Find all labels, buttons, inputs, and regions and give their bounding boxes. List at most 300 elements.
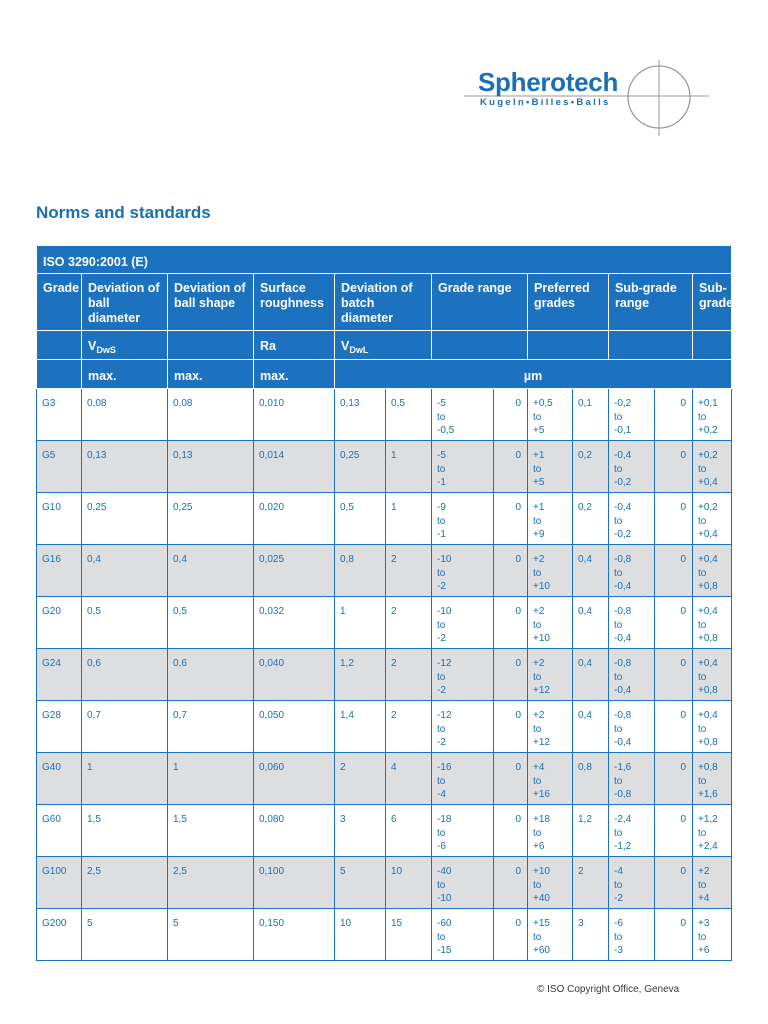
cell-subgrades [693, 909, 732, 961]
cell-preferred-grades-line: +5 [533, 477, 545, 488]
cell-dev-batch-diameter: 3 [335, 805, 386, 857]
cell-subgrade-value: 0,2 [573, 441, 609, 493]
cell-subgrade-range-line: -6 [614, 918, 623, 929]
cell-dev-ball-shape: 0,7 [168, 701, 254, 753]
cell-subgrade-range-line: -0,8 [614, 606, 632, 617]
cell-grade-range-line: to [437, 619, 446, 631]
cell-grade-range-line: to [437, 827, 446, 839]
cell-dev-ball-diameter: 1 [82, 753, 168, 805]
cell-subgrade-range [609, 649, 655, 701]
cell-subgrade-zero: 0 [655, 909, 693, 961]
cell-preferred-grades-line: to [533, 723, 542, 735]
cell-preferred-grades-line: +16 [533, 789, 550, 800]
cell-grade-range-line: to [437, 879, 446, 891]
cell-subgrades-line: to [698, 827, 707, 839]
cell-preferred-grades-line: +10 [533, 581, 550, 592]
cell-batch-grade-value: 2 [386, 545, 432, 597]
table-row [37, 597, 732, 649]
table-row [37, 805, 732, 857]
cell-grade-range-line: -4 [437, 789, 446, 800]
unit-max-1: max. [82, 360, 168, 389]
cell-subgrades [693, 701, 732, 753]
cell-grade: G40 [37, 753, 82, 805]
cell-subgrade-range-line: -0,4 [614, 450, 632, 461]
symbol-vdws-sub: DwS [96, 345, 116, 355]
cell-preferred-grades-line: +1 [533, 502, 545, 513]
header-symbols-row [37, 331, 732, 360]
cell-preferred-grades-line: to [533, 515, 542, 527]
cell-subgrades-line: to [698, 411, 707, 423]
cell-dev-ball-diameter: 0,5 [82, 597, 168, 649]
iso-grade-table [36, 245, 740, 961]
cell-dev-ball-shape: 2,5 [168, 857, 254, 909]
cell-dev-batch-diameter: 0,13 [335, 389, 386, 441]
cell-preferred-grades-line: +2 [533, 606, 545, 617]
cell-grade: G28 [37, 701, 82, 753]
cell-preferred-grades-line: +18 [533, 814, 550, 825]
copyright-notice: © ISO Copyright Office, Geneva [537, 984, 680, 995]
cell-surface-roughness: 0,050 [254, 701, 335, 753]
cell-subgrade-range-line: to [614, 515, 623, 527]
header-preferred-grades: Preferred grades [528, 274, 609, 331]
cell-subgrade-range-line: -2 [614, 893, 623, 904]
cell-subgrade-zero: 0 [655, 649, 693, 701]
cell-preferred-zero: 0 [494, 389, 528, 441]
cell-subgrade-value: 0,4 [573, 649, 609, 701]
cell-dev-batch-diameter: 1,4 [335, 701, 386, 753]
cell-subgrades-line: to [698, 515, 707, 527]
cell-grade-range-line: -5 [437, 398, 446, 409]
cell-grade-range [432, 545, 494, 597]
cell-grade-range-line: -2 [437, 633, 446, 644]
cell-subgrade-range [609, 389, 655, 441]
cell-batch-grade-value: 6 [386, 805, 432, 857]
cell-dev-ball-shape: 5 [168, 909, 254, 961]
cell-subgrades [693, 805, 732, 857]
cell-preferred-grades [528, 389, 573, 441]
standard-title: ISO 3290:2001 (E) [37, 246, 732, 274]
cell-subgrade-zero: 0 [655, 441, 693, 493]
unit-max-2: max. [168, 360, 254, 389]
cell-subgrade-range-line: to [614, 671, 623, 683]
cell-subgrade-range-line: to [614, 619, 623, 631]
cell-subgrades-line: to [698, 775, 707, 787]
cell-subgrade-range-line: -1,2 [614, 841, 632, 852]
header-grade-range: Grade range [432, 274, 528, 331]
cell-grade: G5 [37, 441, 82, 493]
cell-dev-batch-diameter: 5 [335, 857, 386, 909]
logo-name: Spherotech [478, 67, 619, 97]
cell-subgrade-range-line: -0,2 [614, 477, 632, 488]
cell-dev-batch-diameter: 1,2 [335, 649, 386, 701]
cell-preferred-grades-line: to [533, 619, 542, 631]
cell-subgrades [693, 857, 732, 909]
cell-preferred-grades-line: +2 [533, 710, 545, 721]
cell-subgrades-line: to [698, 931, 707, 943]
cell-grade-range [432, 753, 494, 805]
cell-preferred-zero: 0 [494, 597, 528, 649]
cell-subgrade-zero: 0 [655, 493, 693, 545]
cell-preferred-grades-line: +4 [533, 762, 545, 773]
cell-subgrade-value: 0,2 [573, 493, 609, 545]
cell-grade-range-line: to [437, 931, 446, 943]
cell-preferred-grades [528, 649, 573, 701]
symbol-vdwl-sub: DwL [349, 345, 369, 355]
cell-subgrades-line: to [698, 879, 707, 891]
cell-preferred-grades-line: to [533, 931, 542, 943]
cell-surface-roughness: 0,020 [254, 493, 335, 545]
cell-dev-batch-diameter: 1 [335, 597, 386, 649]
cell-subgrade-value: 0,4 [573, 701, 609, 753]
unit-max-3: max. [254, 360, 335, 389]
cell-dev-ball-shape: 0,6 [168, 649, 254, 701]
cell-subgrade-zero: 0 [655, 701, 693, 753]
cell-dev-ball-shape: 0,13 [168, 441, 254, 493]
cell-preferred-grades-line: to [533, 879, 542, 891]
cell-subgrades-line: +0,8 [698, 762, 718, 773]
cell-grade-range-line: -18 [437, 814, 452, 825]
cell-preferred-grades-line: to [533, 827, 542, 839]
header-surface-roughness: Surface roughness [254, 274, 335, 331]
cell-surface-roughness: 0,100 [254, 857, 335, 909]
cell-surface-roughness: 0,080 [254, 805, 335, 857]
cell-subgrade-range-line: -0,4 [614, 502, 632, 513]
cell-dev-ball-shape: 0,08 [168, 389, 254, 441]
cell-preferred-zero: 0 [494, 545, 528, 597]
header-units-row [37, 360, 732, 389]
cell-surface-roughness: 0,060 [254, 753, 335, 805]
cell-grade-range-line: -0,5 [437, 425, 455, 436]
cell-grade: G16 [37, 545, 82, 597]
cell-subgrades-line: +0,4 [698, 529, 718, 540]
cell-subgrade-range-line: -0,2 [614, 398, 632, 409]
table-row [37, 701, 732, 753]
cell-grade: G3 [37, 389, 82, 441]
cell-subgrades-line: to [698, 671, 707, 683]
header-columns-row [37, 274, 732, 331]
cell-grade-range-line: to [437, 775, 446, 787]
cell-dev-ball-diameter: 0,7 [82, 701, 168, 753]
cell-subgrade-range-line: -0,4 [614, 685, 632, 696]
cell-preferred-grades-line: +40 [533, 893, 550, 904]
cell-grade-range-line: -10 [437, 554, 452, 565]
cell-grade-range-line: -1 [437, 477, 446, 488]
cell-grade: G24 [37, 649, 82, 701]
cell-subgrade-value: 0,1 [573, 389, 609, 441]
cell-subgrade-range [609, 441, 655, 493]
cell-subgrades-line: +6 [698, 945, 710, 956]
cell-surface-roughness: 0,032 [254, 597, 335, 649]
cell-dev-batch-diameter: 0,8 [335, 545, 386, 597]
table-row [37, 389, 732, 441]
cell-preferred-grades [528, 441, 573, 493]
cell-batch-grade-value: 0,5 [386, 389, 432, 441]
table-row [37, 493, 732, 545]
cell-grade-range-line: -6 [437, 841, 446, 852]
cell-dev-batch-diameter: 0,25 [335, 441, 386, 493]
cell-grade-range [432, 493, 494, 545]
cell-subgrade-range-line: -0,8 [614, 658, 632, 669]
cell-preferred-grades [528, 805, 573, 857]
cell-subgrades-line: to [698, 567, 707, 579]
cell-batch-grade-value: 1 [386, 441, 432, 493]
cell-subgrades-line: +0,4 [698, 710, 718, 721]
cell-subgrade-range-line: -2,4 [614, 814, 632, 825]
cell-batch-grade-value: 2 [386, 597, 432, 649]
cell-subgrade-range-line: to [614, 723, 623, 735]
cell-dev-ball-diameter: 0,08 [82, 389, 168, 441]
cell-grade-range [432, 649, 494, 701]
cell-subgrade-zero: 0 [655, 805, 693, 857]
cell-grade-range-line: -5 [437, 450, 446, 461]
cell-subgrades-line: +0,4 [698, 606, 718, 617]
table-row [37, 857, 732, 909]
header-dev-batch-diameter: Deviation of batch diameter [335, 274, 432, 331]
cell-subgrade-value: 0,4 [573, 545, 609, 597]
cell-preferred-zero: 0 [494, 701, 528, 753]
cell-grade-range-line: to [437, 515, 446, 527]
cell-preferred-grades-line: to [533, 463, 542, 475]
cell-preferred-grades [528, 701, 573, 753]
cell-preferred-grades-line: to [533, 567, 542, 579]
cell-grade-range-line: to [437, 463, 446, 475]
cell-grade-range [432, 909, 494, 961]
cell-subgrade-range-line: -1,6 [614, 762, 632, 773]
cell-subgrade-range-line: to [614, 827, 623, 839]
cell-surface-roughness: 0,025 [254, 545, 335, 597]
cell-grade-range [432, 805, 494, 857]
logo-tagline: Kugeln•Billes•Balls [480, 97, 611, 108]
cell-subgrade-range-line: -0,4 [614, 581, 632, 592]
header-dev-ball-diameter: Deviation of ball diameter [82, 274, 168, 331]
cell-grade-range-line: -12 [437, 710, 452, 721]
cell-subgrade-range [609, 493, 655, 545]
cell-subgrade-range-line: to [614, 567, 623, 579]
cell-subgrade-range-line: -0,1 [614, 425, 632, 436]
cell-subgrades [693, 649, 732, 701]
cell-preferred-grades-line: +2 [533, 554, 545, 565]
cell-preferred-grades [528, 857, 573, 909]
cell-subgrade-value: 1,2 [573, 805, 609, 857]
cell-grade-range-line: to [437, 567, 446, 579]
cell-batch-grade-value: 4 [386, 753, 432, 805]
cell-grade-range-line: -1 [437, 529, 446, 540]
cell-subgrade-value: 3 [573, 909, 609, 961]
cell-subgrade-value: 0,4 [573, 597, 609, 649]
cell-preferred-grades [528, 493, 573, 545]
cell-grade-range-line: -60 [437, 918, 452, 929]
cell-preferred-grades-line: +10 [533, 633, 550, 644]
cell-preferred-grades-line: +2 [533, 658, 545, 669]
cell-subgrades-line: +3 [698, 918, 710, 929]
cell-subgrades [693, 493, 732, 545]
cell-grade-range [432, 441, 494, 493]
symbol-ra: Ra [254, 331, 335, 360]
cell-subgrades-line: +0,4 [698, 658, 718, 669]
cell-dev-ball-diameter: 2,5 [82, 857, 168, 909]
cell-subgrade-range-line: -0,4 [614, 737, 632, 748]
cell-subgrade-range [609, 753, 655, 805]
cell-grade: G10 [37, 493, 82, 545]
cell-subgrades-line: +1,2 [698, 814, 718, 825]
cell-preferred-grades [528, 545, 573, 597]
table-row [37, 545, 732, 597]
cell-preferred-grades-line: +60 [533, 945, 550, 956]
cell-preferred-grades-line: +6 [533, 841, 545, 852]
cell-subgrades-line: to [698, 619, 707, 631]
cell-subgrades-line: +0,1 [698, 398, 718, 409]
cell-subgrades-line: +0,8 [698, 633, 718, 644]
cell-grade-range [432, 701, 494, 753]
cell-subgrade-range-line: to [614, 463, 623, 475]
table-row [37, 753, 732, 805]
cell-subgrades [693, 597, 732, 649]
cell-subgrades [693, 545, 732, 597]
cell-subgrade-range [609, 857, 655, 909]
cell-grade-range [432, 389, 494, 441]
cell-dev-batch-diameter: 10 [335, 909, 386, 961]
cell-preferred-grades-line: to [533, 411, 542, 423]
cell-preferred-zero: 0 [494, 805, 528, 857]
cell-grade-range-line: -15 [437, 945, 452, 956]
cell-batch-grade-value: 15 [386, 909, 432, 961]
cell-subgrade-range [609, 597, 655, 649]
cell-surface-roughness: 0,150 [254, 909, 335, 961]
cell-subgrade-zero: 0 [655, 597, 693, 649]
cell-dev-ball-diameter: 1,5 [82, 805, 168, 857]
cell-preferred-grades-line: +10 [533, 866, 550, 877]
cell-subgrade-range [609, 909, 655, 961]
cell-subgrade-range-line: to [614, 879, 623, 891]
cell-preferred-grades-line: +9 [533, 529, 545, 540]
cell-preferred-grades-line: +0,5 [533, 398, 553, 409]
cell-dev-ball-diameter: 5 [82, 909, 168, 961]
cell-preferred-zero: 0 [494, 753, 528, 805]
cell-grade-range-line: -2 [437, 737, 446, 748]
cell-subgrade-range-line: -4 [614, 866, 623, 877]
cell-subgrade-range-line: to [614, 411, 623, 423]
cell-preferred-grades-line: +1 [533, 450, 545, 461]
cell-subgrades-line: +0,2 [698, 502, 718, 513]
cell-subgrade-range-line: to [614, 775, 623, 787]
cell-subgrade-value: 2 [573, 857, 609, 909]
cell-subgrades-line: +0,2 [698, 425, 718, 436]
page-title: Norms and standards [36, 203, 211, 222]
cell-grade: G100 [37, 857, 82, 909]
cell-preferred-zero: 0 [494, 441, 528, 493]
table-row [37, 441, 732, 493]
cell-grade: G200 [37, 909, 82, 961]
cell-subgrade-range-line: -0,8 [614, 710, 632, 721]
spherotech-logo [464, 60, 714, 140]
cell-subgrades-line: +0,4 [698, 477, 718, 488]
header-dev-ball-shape: Deviation of ball shape [168, 274, 254, 331]
cell-subgrades-line: +0,4 [698, 554, 718, 565]
cell-grade: G20 [37, 597, 82, 649]
cell-subgrade-range [609, 805, 655, 857]
cell-subgrade-zero: 0 [655, 857, 693, 909]
cell-grade-range [432, 597, 494, 649]
cell-subgrades [693, 753, 732, 805]
table-row [37, 909, 732, 961]
cell-dev-ball-shape: 0,4 [168, 545, 254, 597]
cell-grade-range-line: to [437, 723, 446, 735]
table-row [37, 649, 732, 701]
cell-subgrades-line: +2,4 [698, 841, 718, 852]
cell-subgrades-line: +0,2 [698, 450, 718, 461]
cell-subgrade-range-line: -0,8 [614, 554, 632, 565]
cell-dev-ball-diameter: 0,25 [82, 493, 168, 545]
cell-preferred-zero: 0 [494, 909, 528, 961]
header-subgrade-range: Sub-grade range [609, 274, 693, 331]
header-subgrades: Sub-grades [693, 274, 732, 331]
cell-dev-ball-diameter: 0,6 [82, 649, 168, 701]
cell-grade-range-line: -2 [437, 685, 446, 696]
cell-subgrades [693, 441, 732, 493]
cell-grade-range-line: -12 [437, 658, 452, 669]
header-standard-row [37, 246, 732, 274]
cell-grade-range-line: to [437, 671, 446, 683]
cell-preferred-grades [528, 753, 573, 805]
cell-subgrade-range-line: -0,2 [614, 529, 632, 540]
cell-subgrade-range [609, 545, 655, 597]
cell-batch-grade-value: 1 [386, 493, 432, 545]
cell-subgrade-range-line: to [614, 931, 623, 943]
cell-preferred-grades-line: to [533, 775, 542, 787]
cell-subgrades-line: +0,8 [698, 685, 718, 696]
cell-batch-grade-value: 10 [386, 857, 432, 909]
cell-grade-range-line: -9 [437, 502, 446, 513]
cell-subgrade-zero: 0 [655, 545, 693, 597]
cell-grade-range-line: -10 [437, 893, 452, 904]
cell-preferred-grades-line: to [533, 671, 542, 683]
cell-subgrade-zero: 0 [655, 389, 693, 441]
cell-grade-range [432, 857, 494, 909]
cell-dev-batch-diameter: 0,5 [335, 493, 386, 545]
cell-dev-ball-diameter: 0,4 [82, 545, 168, 597]
cell-subgrade-range [609, 701, 655, 753]
cell-grade-range-line: -16 [437, 762, 452, 773]
cell-subgrade-range-line: -0,4 [614, 633, 632, 644]
cell-preferred-grades-line: +12 [533, 737, 550, 748]
cell-subgrades-line: +4 [698, 893, 710, 904]
cell-surface-roughness: 0,010 [254, 389, 335, 441]
cell-dev-ball-shape: 0,5 [168, 597, 254, 649]
symbol-vdws: $V_{DwS}$ [82, 331, 168, 360]
cell-dev-ball-shape: 1,5 [168, 805, 254, 857]
cell-surface-roughness: 0,040 [254, 649, 335, 701]
cell-subgrades-line: to [698, 723, 707, 735]
cell-dev-ball-shape: 0,25 [168, 493, 254, 545]
cell-subgrades-line: +0,8 [698, 581, 718, 592]
cell-preferred-grades-line: +12 [533, 685, 550, 696]
cell-subgrades-line: +2 [698, 866, 710, 877]
cell-subgrade-zero: 0 [655, 753, 693, 805]
cell-subgrades-line: +0,8 [698, 737, 718, 748]
cell-dev-batch-diameter: 2 [335, 753, 386, 805]
cell-batch-grade-value: 2 [386, 649, 432, 701]
cell-subgrade-value: 0,8 [573, 753, 609, 805]
cell-dev-ball-shape: 1 [168, 753, 254, 805]
cell-preferred-zero: 0 [494, 857, 528, 909]
header-grade: Grade [37, 274, 82, 331]
cell-grade: G60 [37, 805, 82, 857]
cell-preferred-zero: 0 [494, 649, 528, 701]
cell-grade-range-line: -10 [437, 606, 452, 617]
cell-subgrades-line: +1,6 [698, 789, 718, 800]
cell-subgrade-range-line: -0,8 [614, 789, 632, 800]
cell-preferred-grades [528, 909, 573, 961]
